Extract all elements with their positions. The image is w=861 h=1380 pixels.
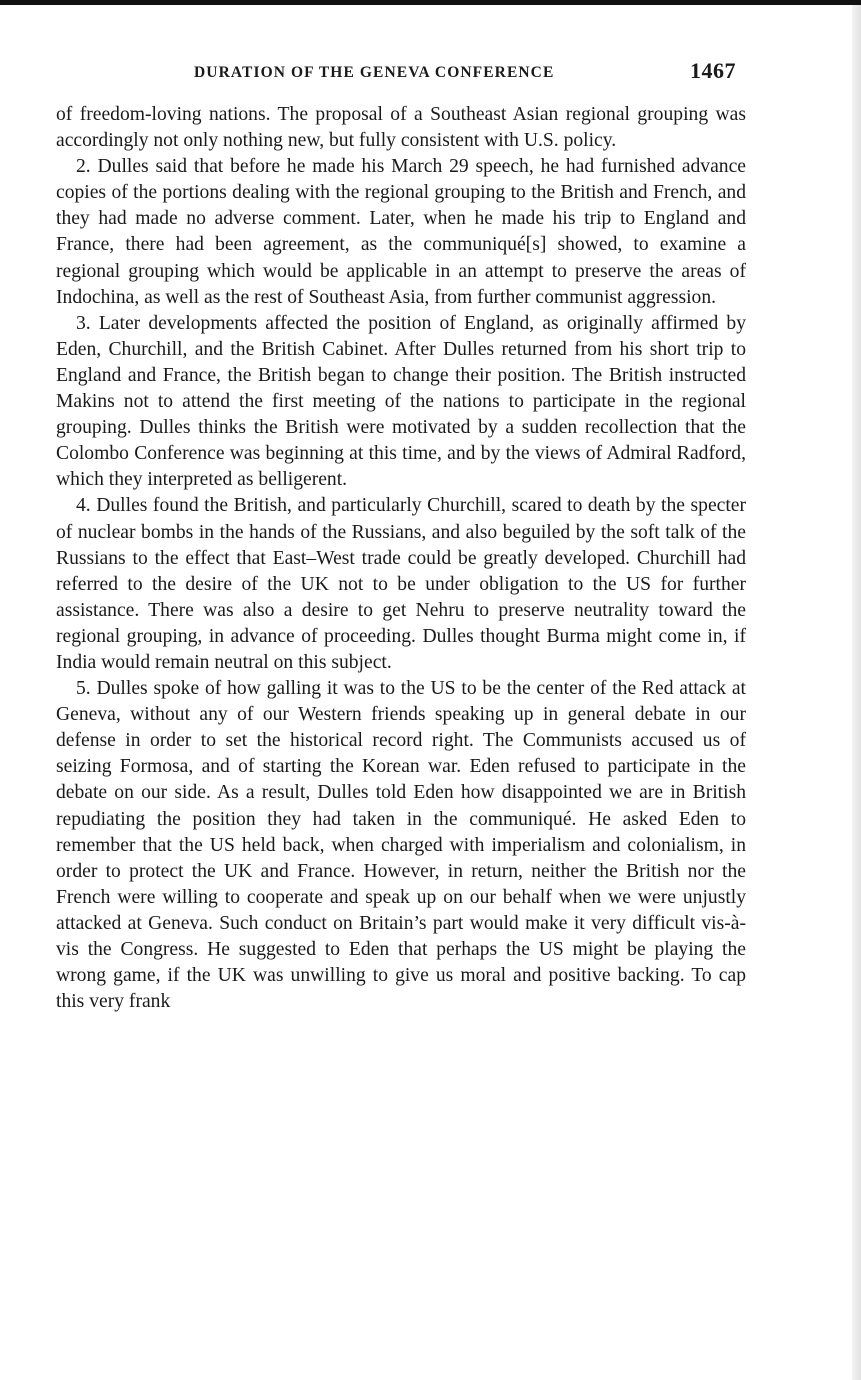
running-header bbox=[56, 58, 746, 94]
paragraph-item-2: 2. Dulles said that before he made his March 29 speech, he had furnished advance copies of the portions dealing with the regional grouping to the British and French, and they had made no adverse comment. Later, when he made his trip to England and France, there had been agreement, as the communiqué[s] showed, to examine a regional grouping which would be applicable in an attempt to preserve the areas of Indochina, as well as the rest of Southeast Asia, from further communist aggression. bbox=[56, 156, 746, 308]
paragraph-item-3: 3. Later developments affected the position of England, as originally affirmed by Eden, Churchill, and the British Cabinet. After Dulles returned from his short trip to England and France, the British began to change their position. The British instructed Makins not to attend the first meeting of the nations to participate in the regional grouping. Dulles thinks the British were motivated by a sudden recollection that the Colombo Conference was beginning at this time, and by the views of Admiral Radford, which they interpreted as belligerent. bbox=[56, 312, 746, 491]
paragraph-continuation: of freedom-loving nations. The proposal of a Southeast Asian regional grouping was accordingly not only nothing new, but fully consistent with U.S. policy. bbox=[56, 104, 746, 152]
running-title: DURATION OF THE GENEVA CONFERENCE bbox=[194, 64, 555, 81]
paragraph-item-4: 4. Dulles found the British, and particularly Churchill, scared to death by the specter of nuclear bombs in the hands of the Russians, and also beguiled by the soft talk of the Russians to the effect that East–West trade could be greatly developed. Churchill had referred to the desire of the UK not to be under obligation to the US for further assistance. There was also a desire to get Nehru to preserve neutrality toward the regional grouping, in advance of proceeding. Dulles thought Burma might come in, if India would remain neutral on this subject. bbox=[56, 495, 746, 673]
page-number: 1467 bbox=[690, 58, 736, 83]
page-edge-shadow bbox=[852, 5, 861, 1380]
body-text bbox=[56, 102, 746, 1015]
top-border-rule bbox=[0, 0, 861, 5]
document-page bbox=[56, 58, 746, 1015]
paragraph-item-5: 5. Dulles spoke of how galling it was to the US to be the center of the Red attack at Geneva, without any of our Western friends speaking up in general debate in our defense in order to set the historical record right. The Communists accused us of seizing Formosa, and of starting the Korean war. Eden refused to participate in the debate on our side. As a result, Dulles told Eden how disappointed we are in British repudiating the position they had taken in the communiqué. He asked Eden to remember that the US held back, when charged with imperialism and colonialism, in order to protect the UK and France. However, in return, neither the British nor the French were willing to cooperate and speak up on our behalf when we were unjustly attacked at Geneva. Such conduct on Britain’s part would make it very difficult vis-à-vis the Congress. He suggested to Eden that perhaps the US might be playing the wrong game, if the UK was unwilling to give us moral and positive backing. To cap this very frank bbox=[56, 678, 746, 1013]
